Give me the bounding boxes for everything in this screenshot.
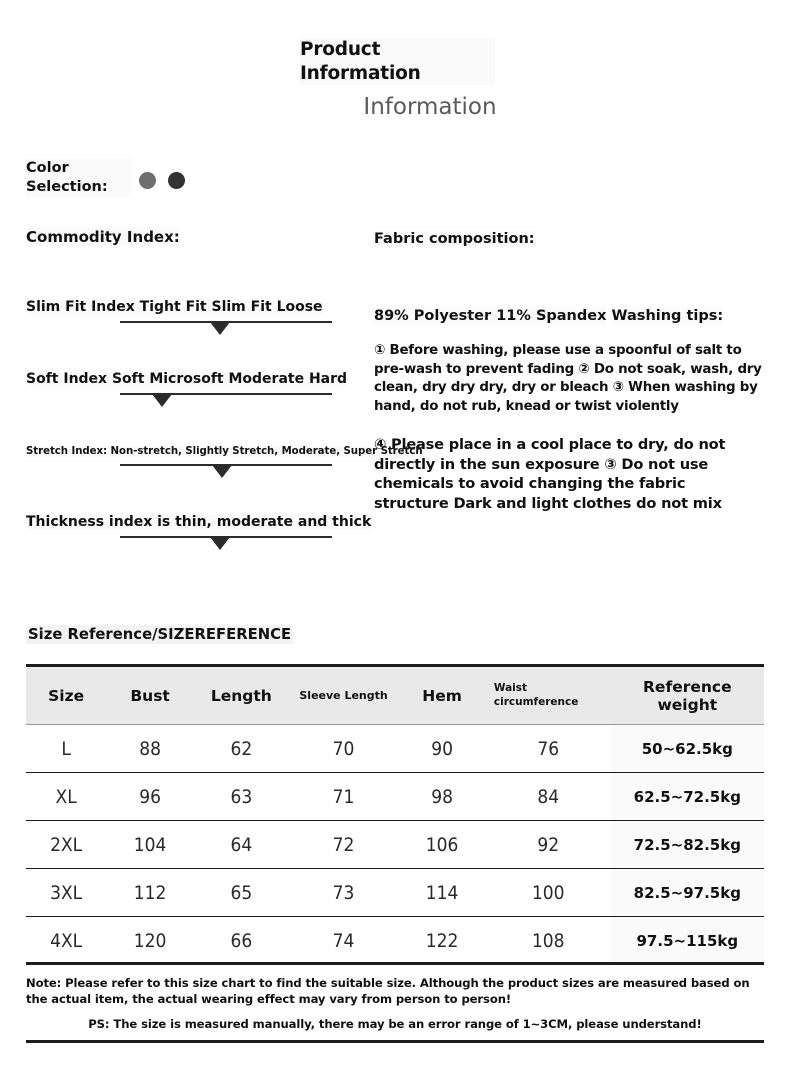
size-cell-size: 2XL — [26, 821, 106, 869]
index-slider-track[interactable] — [120, 321, 332, 323]
size-cell-length: 65 — [194, 869, 289, 917]
index-slider-marker-icon[interactable] — [212, 465, 232, 478]
color-swatch-charcoal[interactable] — [168, 172, 185, 189]
size-cell-size: 3XL — [26, 869, 106, 917]
size-cell-length: 63 — [194, 773, 289, 821]
size-cell-length: 66 — [194, 917, 289, 965]
commodity-index-list — [26, 296, 423, 582]
page-header — [0, 0, 790, 140]
size-cell-size: XL — [26, 773, 106, 821]
index-slider-marker-icon[interactable] — [152, 394, 172, 407]
page-subtitle: Information — [363, 94, 497, 120]
size-note-main: Note: Please refer to this size chart to find the suitable size. Although the product sizes are measured based on the actual item, the actual wearing effect may vary from person to person! — [26, 976, 750, 1007]
index-row — [26, 511, 371, 583]
table-row — [26, 917, 764, 965]
index-slider-track[interactable] — [120, 393, 332, 395]
size-cell-sleeve: 70 — [289, 725, 399, 773]
size-table-column-header: Size — [26, 666, 106, 725]
index-label: Thickness index is thin, moderate and thick — [26, 513, 372, 530]
size-table-column-header: Sleeve Length — [289, 666, 399, 725]
index-row — [26, 439, 423, 511]
index-label: Soft Index Soft Microsoft Moderate Hard — [26, 370, 348, 387]
size-cell-length: 62 — [194, 725, 289, 773]
size-cell-sleeve: 73 — [289, 869, 399, 917]
size-notes — [26, 962, 764, 1043]
size-cell-hem: 98 — [398, 773, 486, 821]
size-cell-sleeve: 71 — [289, 773, 399, 821]
size-table-head — [26, 666, 764, 725]
size-reference-title: Size Reference/SIZEREFERENCE — [28, 626, 292, 643]
size-cell-hem: 90 — [398, 725, 486, 773]
index-slider-marker-icon[interactable] — [210, 322, 230, 335]
size-cell-weight: 50~62.5kg — [611, 725, 764, 773]
table-row — [26, 869, 764, 917]
index-slider-marker-icon[interactable] — [210, 537, 230, 550]
size-table-body — [26, 725, 764, 965]
size-cell-bust: 112 — [106, 869, 194, 917]
table-row — [26, 725, 764, 773]
fabric-and-care-column — [374, 228, 762, 514]
size-cell-weight: 97.5~115kg — [611, 917, 764, 965]
index-row — [26, 296, 371, 368]
size-cell-length: 64 — [194, 821, 289, 869]
size-cell-waist: 108 — [486, 917, 611, 965]
size-cell-hem: 122 — [398, 917, 486, 965]
size-cell-waist: 76 — [486, 725, 611, 773]
index-label: Slim Fit Index Tight Fit Slim Fit Loose — [26, 299, 323, 315]
size-table-column-header: Reference weight — [611, 666, 764, 725]
size-cell-waist: 92 — [486, 821, 611, 869]
size-cell-bust: 88 — [106, 725, 194, 773]
size-cell-weight: 62.5~72.5kg — [611, 773, 764, 821]
color-selection — [26, 159, 346, 201]
page-title: Product Information — [300, 38, 495, 85]
index-slider-track[interactable] — [120, 536, 332, 538]
commodity-index-title: Commodity Index: — [26, 228, 180, 246]
fabric-composition-value: 89% Polyester 11% Spandex — [374, 308, 607, 324]
color-selection-label: Color Selection: — [26, 159, 131, 198]
size-table-header-row — [26, 666, 764, 725]
fabric-composition-label: Fabric composition: — [374, 231, 535, 247]
size-cell-weight: 72.5~82.5kg — [611, 821, 764, 869]
size-table-wrapper — [26, 664, 764, 965]
color-swatch-list — [139, 172, 185, 189]
color-swatch-gray[interactable] — [139, 172, 156, 189]
size-cell-bust: 96 — [106, 773, 194, 821]
table-row — [26, 821, 764, 869]
index-label: Stretch Index: Non-stretch, Slightly Stretch, Moderate, Super Stretch — [26, 446, 423, 457]
size-cell-hem: 114 — [398, 869, 486, 917]
washing-tips-label: Washing tips: — [611, 308, 724, 324]
index-row — [26, 368, 371, 440]
washing-tips-paragraph-1: ① Before washing, please use a spoonful of salt to pre-wash to prevent fading ② Do not soak, wash, dry clean, dry dry dry, dry or bleach ③ When washing by hand, do not rub, knead or twist violently — [374, 343, 762, 414]
size-table-column-header: Bust — [106, 666, 194, 725]
size-table-column-header: Hem — [398, 666, 486, 725]
size-cell-waist: 100 — [486, 869, 611, 917]
size-cell-bust: 104 — [106, 821, 194, 869]
index-slider-track[interactable] — [120, 464, 332, 466]
size-cell-sleeve: 74 — [289, 917, 399, 965]
size-table-column-header: Length — [194, 666, 289, 725]
size-table-column-header: Waist circumference — [486, 666, 611, 725]
size-cell-size: 4XL — [26, 917, 106, 965]
size-cell-sleeve: 72 — [289, 821, 399, 869]
size-cell-weight: 82.5~97.5kg — [611, 869, 764, 917]
table-row — [26, 773, 764, 821]
size-cell-bust: 120 — [106, 917, 194, 965]
size-cell-size: L — [26, 725, 106, 773]
size-note-ps: PS: The size is measured manually, there may be an error range of 1~3CM, please understand! — [88, 1016, 702, 1031]
washing-tips-paragraph-2: ④ Please place in a cool place to dry, do not directly in the sun exposure ③ Do not use chemicals to avoid changing the fabric structure Dark and light clothes do not mix — [374, 436, 726, 513]
size-cell-waist: 84 — [486, 773, 611, 821]
size-reference-table — [26, 664, 764, 965]
size-cell-hem: 106 — [398, 821, 486, 869]
